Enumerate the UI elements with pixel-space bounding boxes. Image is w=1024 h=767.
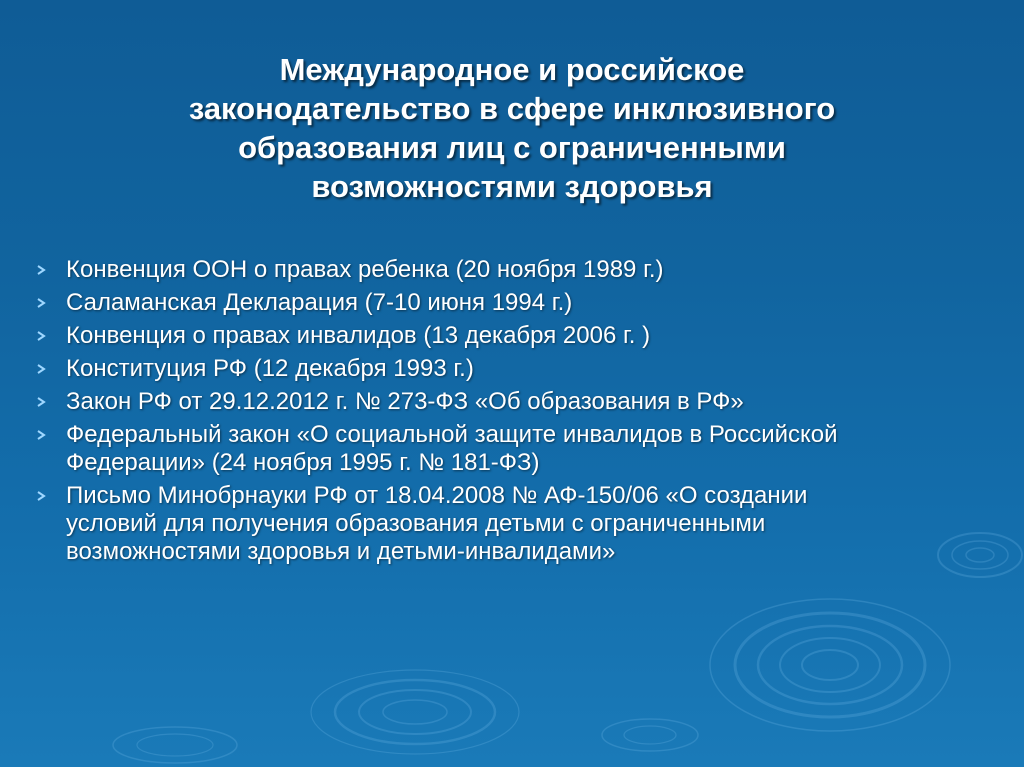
bullet-line: возможностями здоровья и детьми-инвалидами» [66, 538, 616, 565]
chevron-right-icon [34, 257, 50, 283]
title-line: законодательство в сфере инклюзивного [188, 91, 836, 126]
slide-title [80, 50, 944, 206]
bullet-line: Федерации» (24 ноября 1995 г. № 181-ФЗ) [66, 449, 540, 476]
chevron-right-icon [34, 323, 50, 349]
chevron-right-icon [34, 290, 50, 316]
bullet-line: Конвенция ООН о правах ребенка (20 ноября 1989 г.) [66, 256, 664, 283]
bullet-list [32, 256, 992, 571]
bullet-item [32, 421, 992, 477]
bullet-line: Письмо Минобрнауки РФ от 18.04.2008 № АФ-150/06 «О создании [66, 482, 808, 509]
bullet-text [66, 322, 992, 350]
chevron-right-icon [34, 356, 50, 382]
bullet-line: Конституция РФ (12 декабря 1993 г.) [66, 355, 474, 382]
bullet-item [32, 388, 992, 416]
title-line: возможностями здоровья [311, 169, 713, 204]
bullet-text [66, 388, 992, 416]
bullet-line: Саламанская Декларация (7-10 июня 1994 г.) [66, 289, 573, 316]
chevron-right-icon [34, 422, 50, 448]
bullet-item [32, 256, 992, 284]
bullet-line: Закон РФ от 29.12.2012 г. № 273-ФЗ «Об образования в РФ» [66, 388, 744, 415]
chevron-right-icon [34, 389, 50, 415]
bullet-item [32, 289, 992, 317]
bullet-line: условий для получения образования детьми с ограниченными [66, 510, 766, 537]
title-line: образования лиц с ограниченными [238, 130, 786, 165]
bullet-item [32, 322, 992, 350]
bullet-text [66, 289, 992, 317]
bullet-text [66, 482, 992, 566]
bullet-line: Федеральный закон «О социальной защите инвалидов в Российской [66, 421, 838, 448]
bullet-text [66, 421, 992, 477]
bullet-line: Конвенция о правах инвалидов (13 декабря 2006 г. ) [66, 322, 651, 349]
chevron-right-icon [34, 483, 50, 509]
bullet-text [66, 355, 992, 383]
title-line: Международное и российское [279, 52, 745, 87]
bullet-item [32, 355, 992, 383]
bullet-item [32, 482, 992, 566]
bullet-text [66, 256, 992, 284]
